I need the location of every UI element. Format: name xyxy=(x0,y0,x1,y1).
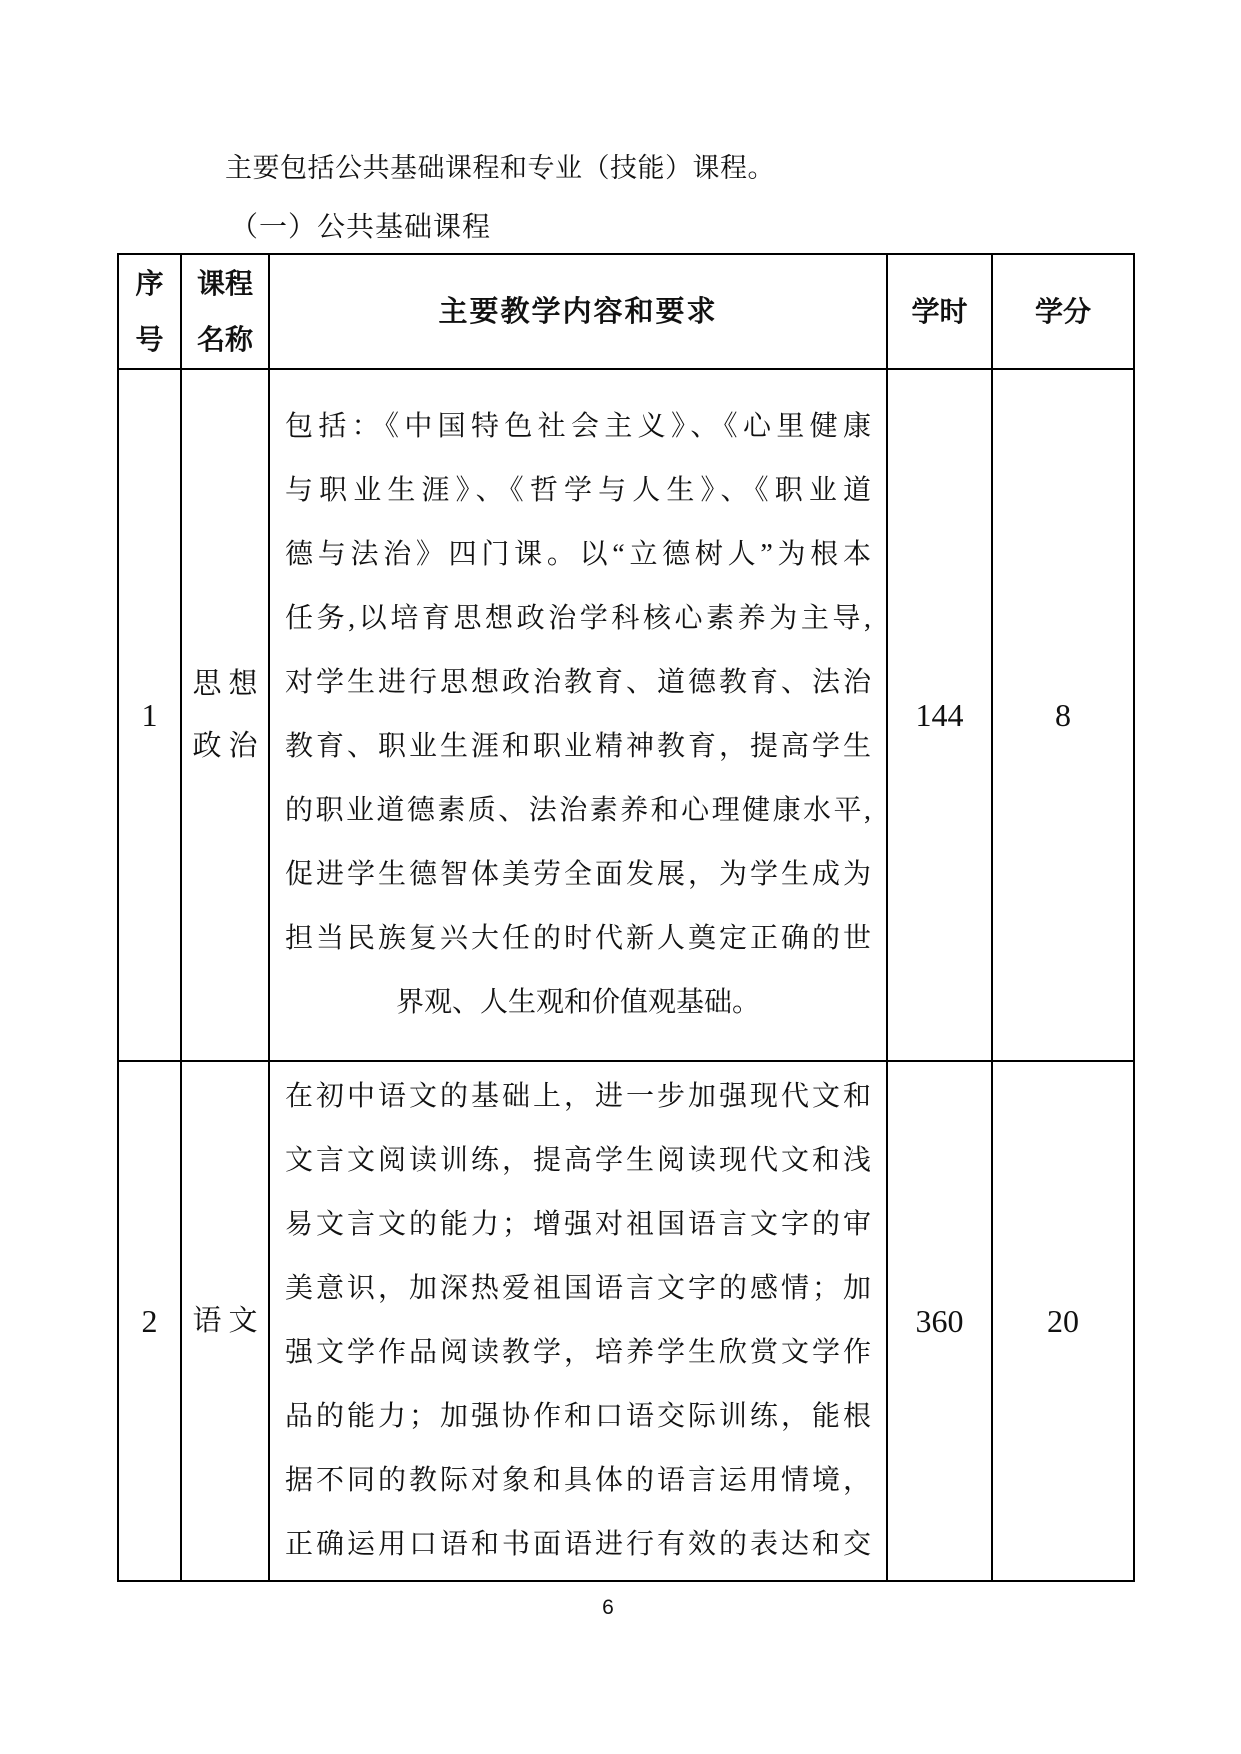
header-hours-label: 学时 xyxy=(911,295,968,327)
header-course-line2: 名称 xyxy=(196,323,253,355)
content-line: 文言文阅读训练，提高学生阅读现代文和浅 xyxy=(285,1145,871,1176)
content-line: 促进学生德智体美劳全面发展，为学生成为 xyxy=(285,859,871,890)
row2-credits-cell xyxy=(993,1062,1133,1580)
content-line: 易文言文的能力；增强对祖国语言文字的审 xyxy=(285,1209,871,1240)
row2-credits: 20 xyxy=(1047,1302,1079,1339)
content-line: 担当民族复兴大任的时代新人奠定正确的世 xyxy=(285,923,871,954)
content-line: 的职业道德素质、法治素养和心理健康水平, xyxy=(285,795,871,826)
content-line: 教育、职业生涯和职业精神教育，提高学生 xyxy=(285,731,871,762)
row2-index: 2 xyxy=(141,1302,158,1339)
row1-content-cell xyxy=(270,370,888,1062)
header-cell-content xyxy=(270,255,888,370)
content-line: 包括：《中国特色社会主义》、《心里健康 xyxy=(285,411,871,442)
row1-index-cell xyxy=(119,370,182,1062)
row2-course-cell xyxy=(182,1062,270,1580)
content-line: 强文学作品阅读教学，培养学生欣赏文学作 xyxy=(285,1337,871,1368)
row1-index: 1 xyxy=(141,696,158,733)
row2-hours: 360 xyxy=(915,1302,964,1339)
content-line: 与职业生涯》、《哲学与人生》、《职业道 xyxy=(285,475,871,506)
table-row xyxy=(119,1062,1133,1580)
header-index-line1: 序 xyxy=(135,267,164,299)
table-header-row xyxy=(119,255,1133,370)
row1-course-cell xyxy=(182,370,270,1062)
content-line: 对学生进行思想政治教育、道德教育、法治 xyxy=(285,667,871,698)
row1-hours: 144 xyxy=(915,696,964,733)
intro-paragraph: 主要包括公共基础课程和专业（技能）课程。 xyxy=(225,153,775,183)
row1-credits: 8 xyxy=(1055,696,1071,733)
header-cell-index xyxy=(119,255,182,370)
row1-course-line1: 思想 xyxy=(192,668,265,700)
section-heading: （一）公共基础课程 xyxy=(230,212,492,243)
content-line: 德与法治》四门课。以“立德树人”为根本 xyxy=(285,539,871,570)
content-line: 在初中语文的基础上，进一步加强现代文和 xyxy=(285,1081,871,1112)
content-line: 品的能力；加强协作和口语交际训练，能根 xyxy=(285,1401,871,1432)
content-line: 正确运用口语和书面语进行有效的表达和交 xyxy=(285,1529,871,1560)
content-line: 任务,以培育思想政治学科核心素养为主导, xyxy=(285,603,871,634)
header-content-label: 主要教学内容和要求 xyxy=(438,295,718,328)
header-credits-label: 学分 xyxy=(1034,295,1091,327)
table-row xyxy=(119,370,1133,1062)
page-number: 6 xyxy=(602,1596,614,1619)
content-line: 界观、人生观和价值观基础。 xyxy=(395,987,760,1018)
row2-content-cell xyxy=(270,1062,888,1580)
row1-course-line2: 政治 xyxy=(192,730,265,762)
header-course-line1: 课程 xyxy=(196,267,253,299)
row2-hours-cell xyxy=(888,1062,993,1580)
header-index-line2: 号 xyxy=(135,323,164,355)
content-line: 据不同的教际对象和具体的语言运用情境， xyxy=(285,1465,871,1496)
row1-hours-cell xyxy=(888,370,993,1062)
row1-credits-cell xyxy=(993,370,1133,1062)
course-table xyxy=(117,253,1135,1582)
row2-course-line1: 语文 xyxy=(192,1305,265,1337)
header-cell-hours xyxy=(888,255,993,370)
content-line: 美意识，加深热爱祖国语言文字的感情；加 xyxy=(285,1273,871,1304)
header-cell-credits xyxy=(993,255,1133,370)
header-cell-course xyxy=(182,255,270,370)
row2-index-cell xyxy=(119,1062,182,1580)
